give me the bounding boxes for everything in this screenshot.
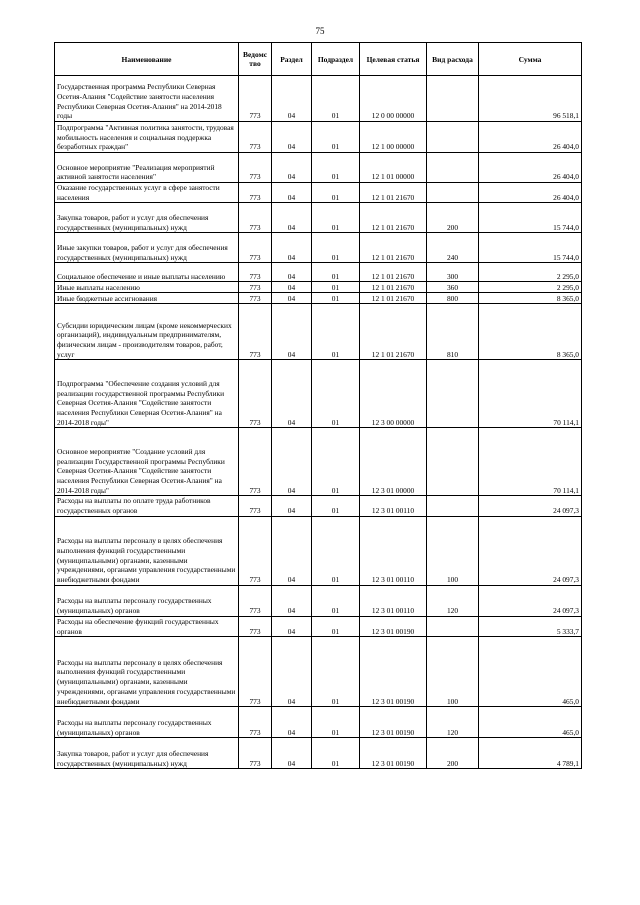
row-subsection: 01 xyxy=(312,153,360,183)
row-target: 12 3 01 00190 xyxy=(360,637,427,707)
row-subsection: 01 xyxy=(312,637,360,707)
table-row xyxy=(55,738,582,769)
page-number: 75 xyxy=(315,26,325,36)
row-sum: 5 333,7 xyxy=(479,616,582,636)
row-expense: 100 xyxy=(427,516,479,585)
row-name: Расходы на обеспечение функций государственных органов xyxy=(55,616,239,636)
row-subsection: 01 xyxy=(312,263,360,282)
table-row xyxy=(55,585,582,616)
row-expense: 360 xyxy=(427,282,479,293)
table-body xyxy=(55,76,582,769)
table-row xyxy=(55,76,582,122)
row-dept: 773 xyxy=(239,360,272,428)
row-section: 04 xyxy=(272,233,312,263)
row-subsection: 01 xyxy=(312,360,360,428)
row-sum: 2 295,0 xyxy=(479,282,582,293)
table-row xyxy=(55,707,582,738)
row-sum: 24 097,3 xyxy=(479,585,582,616)
row-name: Закупка товаров, работ и услуг для обеспечения государственных (муниципальных) нужд xyxy=(55,738,239,769)
row-dept: 773 xyxy=(239,304,272,360)
row-section: 04 xyxy=(272,496,312,516)
row-sum: 15 744,0 xyxy=(479,203,582,233)
row-subsection: 01 xyxy=(312,183,360,203)
row-dept: 773 xyxy=(239,637,272,707)
row-section: 04 xyxy=(272,738,312,769)
row-sum: 465,0 xyxy=(479,707,582,738)
row-target: 12 3 01 00190 xyxy=(360,738,427,769)
row-name: Расходы на выплаты персоналу государственных (муниципальных) органов xyxy=(55,707,239,738)
row-dept: 773 xyxy=(239,496,272,516)
row-subsection: 01 xyxy=(312,293,360,304)
row-subsection: 01 xyxy=(312,516,360,585)
row-section: 04 xyxy=(272,428,312,496)
row-sum: 15 744,0 xyxy=(479,233,582,263)
row-section: 04 xyxy=(272,122,312,153)
row-target: 12 3 01 00110 xyxy=(360,585,427,616)
row-dept: 773 xyxy=(239,428,272,496)
row-expense xyxy=(427,428,479,496)
row-sum: 70 114,1 xyxy=(479,360,582,428)
row-section: 04 xyxy=(272,293,312,304)
row-subsection: 01 xyxy=(312,76,360,122)
row-target: 12 1 01 21670 xyxy=(360,203,427,233)
row-expense xyxy=(427,616,479,636)
row-expense xyxy=(427,496,479,516)
table-row xyxy=(55,360,582,428)
row-name: Расходы на выплаты персоналу в целях обеспечения выполнения функций государственными (муниципальными) органами, казенными учреждениями, органами управления государственными внебюджетными фондами xyxy=(55,637,239,707)
row-section: 04 xyxy=(272,360,312,428)
table-row xyxy=(55,203,582,233)
header-section: Раздел xyxy=(272,43,312,76)
row-expense: 240 xyxy=(427,233,479,263)
row-target: 12 1 01 21670 xyxy=(360,233,427,263)
table-row xyxy=(55,637,582,707)
row-dept: 773 xyxy=(239,707,272,738)
row-name: Субсидии юридическим лицам (кроме некоммерческих организаций), индивидуальным предпринимателям, физическим лицам - производителям товаров, работ, услуг xyxy=(55,304,239,360)
budget-table xyxy=(54,42,582,769)
row-section: 04 xyxy=(272,282,312,293)
row-section: 04 xyxy=(272,616,312,636)
row-name: Оказание государственных услуг в сфере занятости населения xyxy=(55,183,239,203)
row-section: 04 xyxy=(272,707,312,738)
row-dept: 773 xyxy=(239,293,272,304)
row-sum: 8 365,0 xyxy=(479,304,582,360)
row-dept: 773 xyxy=(239,263,272,282)
row-name: Расходы на выплаты по оплате труда работников государственных органов xyxy=(55,496,239,516)
row-dept: 773 xyxy=(239,203,272,233)
row-expense xyxy=(427,183,479,203)
row-target: 12 1 00 00000 xyxy=(360,122,427,153)
row-dept: 773 xyxy=(239,738,272,769)
row-expense: 120 xyxy=(427,707,479,738)
row-name: Основное мероприятие "Реализация мероприятий активной занятости населения" xyxy=(55,153,239,183)
row-expense xyxy=(427,122,479,153)
row-subsection: 01 xyxy=(312,428,360,496)
row-target: 12 3 01 00110 xyxy=(360,496,427,516)
row-dept: 773 xyxy=(239,616,272,636)
row-dept: 773 xyxy=(239,183,272,203)
row-expense: 200 xyxy=(427,738,479,769)
row-dept: 773 xyxy=(239,585,272,616)
row-subsection: 01 xyxy=(312,707,360,738)
table-row xyxy=(55,428,582,496)
row-target: 12 3 01 00000 xyxy=(360,428,427,496)
row-target: 12 0 00 00000 xyxy=(360,76,427,122)
row-section: 04 xyxy=(272,153,312,183)
row-expense: 200 xyxy=(427,203,479,233)
row-section: 04 xyxy=(272,304,312,360)
row-target: 12 1 01 21670 xyxy=(360,282,427,293)
row-subsection: 01 xyxy=(312,233,360,263)
header-sum: Сумма xyxy=(479,43,582,76)
row-subsection: 01 xyxy=(312,304,360,360)
row-name: Основное мероприятие "Создание условий для реализации Государственной программы Республики Северная Осетия-Алания "Содействие занятости населения Республики Северная Осетия-Алания" на 2014-2018 годы" xyxy=(55,428,239,496)
row-target: 12 1 01 00000 xyxy=(360,153,427,183)
row-name: Иные бюджетные ассигнования xyxy=(55,293,239,304)
row-target: 12 3 01 00190 xyxy=(360,616,427,636)
row-sum: 26 404,0 xyxy=(479,153,582,183)
row-section: 04 xyxy=(272,585,312,616)
row-section: 04 xyxy=(272,76,312,122)
row-target: 12 3 01 00110 xyxy=(360,516,427,585)
table-row xyxy=(55,496,582,516)
row-target: 12 1 01 21670 xyxy=(360,293,427,304)
row-section: 04 xyxy=(272,516,312,585)
row-dept: 773 xyxy=(239,282,272,293)
header-expense: Вид расхода xyxy=(427,43,479,76)
row-expense xyxy=(427,360,479,428)
row-sum: 2 295,0 xyxy=(479,263,582,282)
row-target: 12 1 01 21670 xyxy=(360,304,427,360)
row-name: Государственная программа Республики Северная Осетия-Алания "Содействие занятости населения Республики Северная Осетия-Алания" на 2014-2018 годы xyxy=(55,76,239,122)
table-row xyxy=(55,233,582,263)
row-expense xyxy=(427,76,479,122)
row-expense: 120 xyxy=(427,585,479,616)
row-section: 04 xyxy=(272,263,312,282)
table-row xyxy=(55,293,582,304)
row-expense: 810 xyxy=(427,304,479,360)
row-name: Подпрограмма "Обеспечение создания условий для реализации государственной программы Республики Северная Осетия-Алания "Содействие занятости населения Республики Северная Осетия-Алания" на 2014-2018 годы" xyxy=(55,360,239,428)
header-name: Наименование xyxy=(55,43,239,76)
row-sum: 96 518,1 xyxy=(479,76,582,122)
row-name: Расходы на выплаты персоналу в целях обеспечения выполнения функций государственными (муниципальными) органами, казенными учреждениями, органами управления государственными внебюджетными фондами xyxy=(55,516,239,585)
row-section: 04 xyxy=(272,203,312,233)
row-sum: 70 114,1 xyxy=(479,428,582,496)
row-target: 12 3 00 00000 xyxy=(360,360,427,428)
row-target: 12 3 01 00190 xyxy=(360,707,427,738)
row-sum: 24 097,3 xyxy=(479,496,582,516)
row-sum: 24 097,3 xyxy=(479,516,582,585)
row-name: Иные выплаты населению xyxy=(55,282,239,293)
row-subsection: 01 xyxy=(312,122,360,153)
row-subsection: 01 xyxy=(312,496,360,516)
table-row xyxy=(55,516,582,585)
row-dept: 773 xyxy=(239,76,272,122)
row-name: Социальное обеспечение и иные выплаты населению xyxy=(55,263,239,282)
table-row xyxy=(55,304,582,360)
table-row xyxy=(55,616,582,636)
row-sum: 4 789,1 xyxy=(479,738,582,769)
row-name: Иные закупки товаров, работ и услуг для обеспечения государственных (муниципальных) нужд xyxy=(55,233,239,263)
row-name: Закупка товаров, работ и услуг для обеспечения государственных (муниципальных) нужд xyxy=(55,203,239,233)
row-name: Расходы на выплаты персоналу государственных (муниципальных) органов xyxy=(55,585,239,616)
row-sum: 26 404,0 xyxy=(479,122,582,153)
row-sum: 465,0 xyxy=(479,637,582,707)
row-expense: 800 xyxy=(427,293,479,304)
table-row xyxy=(55,263,582,282)
row-sum: 8 365,0 xyxy=(479,293,582,304)
header-dept: Ведомс тво xyxy=(239,43,272,76)
table-row xyxy=(55,282,582,293)
row-section: 04 xyxy=(272,183,312,203)
header-row xyxy=(55,43,582,76)
row-sum: 26 404,0 xyxy=(479,183,582,203)
table-row xyxy=(55,183,582,203)
row-name: Подпрограмма "Активная политика занятости, трудовая мобильность населения и социальная поддержка безработных граждан" xyxy=(55,122,239,153)
row-dept: 773 xyxy=(239,153,272,183)
row-subsection: 01 xyxy=(312,585,360,616)
header-target: Целевая статья xyxy=(360,43,427,76)
row-dept: 773 xyxy=(239,516,272,585)
row-subsection: 01 xyxy=(312,616,360,636)
row-subsection: 01 xyxy=(312,282,360,293)
row-target: 12 1 01 21670 xyxy=(360,263,427,282)
row-subsection: 01 xyxy=(312,203,360,233)
row-dept: 773 xyxy=(239,122,272,153)
row-subsection: 01 xyxy=(312,738,360,769)
table-row xyxy=(55,122,582,153)
row-expense: 100 xyxy=(427,637,479,707)
row-expense: 300 xyxy=(427,263,479,282)
row-dept: 773 xyxy=(239,233,272,263)
header-subsection: Подраздел xyxy=(312,43,360,76)
row-expense xyxy=(427,153,479,183)
row-target: 12 1 01 21670 xyxy=(360,183,427,203)
table-row xyxy=(55,153,582,183)
row-section: 04 xyxy=(272,637,312,707)
